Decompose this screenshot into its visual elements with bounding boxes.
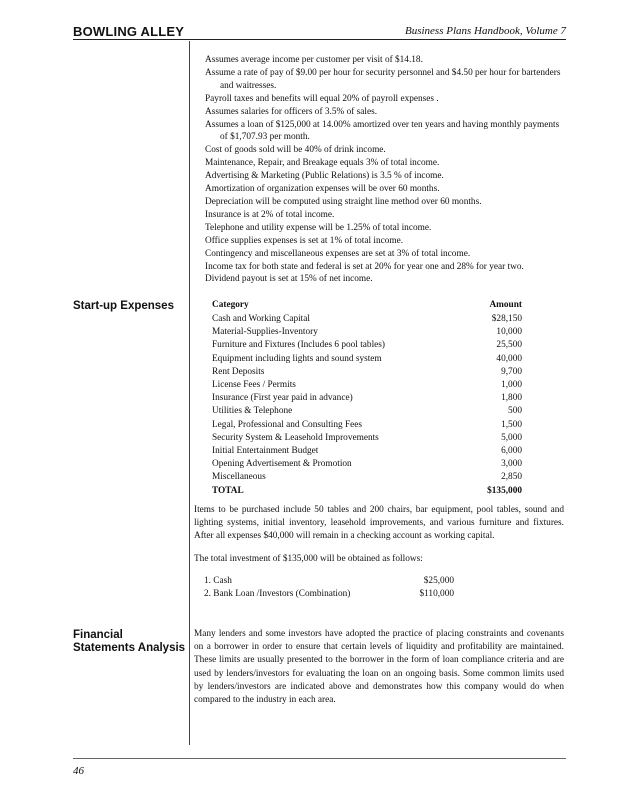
category-cell: Material-Supplies-Inventory <box>212 327 318 338</box>
table-row <box>212 405 522 418</box>
assumption-item: Assume a rate of pay of $9.00 per hour for security personnel and $4.50 per hour for bartenders and waitresses. <box>205 67 561 91</box>
table-row <box>212 471 522 484</box>
page-number: 46 <box>73 765 84 777</box>
startup-expenses-heading: Start-up Expenses <box>73 300 174 312</box>
table-row <box>212 353 522 366</box>
category-cell: Utilities & Telephone <box>212 406 293 417</box>
startup-expenses-table <box>212 298 522 498</box>
assumption-item: Assumes average income per customer per visit of $14.18. <box>205 55 423 65</box>
amount-cell: 6,000 <box>501 446 522 457</box>
amount-cell: 9,700 <box>501 366 522 377</box>
category-cell: Equipment including lights and sound system <box>212 353 382 364</box>
amount-cell: $28,150 <box>491 314 522 324</box>
category-cell: Opening Advertisement & Promotion <box>212 459 352 470</box>
financial-heading-line2: Statements Analysis <box>73 642 186 654</box>
amount-cell: 1,500 <box>501 419 522 430</box>
funding-label: 1. Cash <box>204 576 232 586</box>
table-row <box>212 366 522 379</box>
footer-rule <box>73 758 566 759</box>
amount-cell: 500 <box>508 406 522 417</box>
table-row <box>212 445 522 458</box>
assumption-item: Depreciation will be computed using straight line method over 60 months. <box>205 196 482 207</box>
table-row <box>212 326 522 339</box>
table-row <box>212 339 522 352</box>
category-cell: Miscellaneous <box>212 472 266 483</box>
financial-statements-heading <box>73 629 185 655</box>
amount-cell: 2,850 <box>501 472 522 483</box>
category-cell: Rent Deposits <box>212 366 265 377</box>
table-row <box>212 419 522 432</box>
assumption-item: Income tax for both state and federal is set at 20% for year one and 28% for year two. <box>205 261 524 272</box>
publication-title: Business Plans Handbook, Volume 7 <box>404 25 566 37</box>
table-row <box>212 392 522 405</box>
amount-cell: 1,000 <box>501 380 522 391</box>
assumption-item: Payroll taxes and benefits will equal 20% of payroll expenses . <box>205 93 439 104</box>
table-row <box>212 458 522 471</box>
items-paragraph: Items to be purchased include 50 tables and 200 chairs, bar equipment, pool tables, sound and lighting systems, initial inventory, leasehold improvements, and various furniture and fixtures. After all expenses $40,000 will remain in a checking account as working capital. <box>194 505 564 542</box>
financial-heading-line1: Financial <box>73 629 123 641</box>
assumption-item: Dividend payout is set at 15% of net income. <box>205 274 373 285</box>
assumption-item: Assumes salaries for officers of 3.5% of sales. <box>205 106 378 117</box>
section-title: BOWLING ALLEY <box>73 24 185 39</box>
total-amount: $135,000 <box>487 485 522 496</box>
assumption-item: Contingency and miscellaneous expenses are set at 3% of total income. <box>205 248 471 259</box>
amount-cell: 25,500 <box>496 340 522 351</box>
assumption-item: Cost of goods sold will be 40% of drink income. <box>205 145 386 156</box>
assumption-item: Telephone and utility expense will be 1.25% of total income. <box>205 222 432 233</box>
financial-paragraph: Many lenders and some investors have adopted the practice of placing constraints and covenants on a borrower in order to ensure that certain levels of liquidity and profitability are maintained. These limits are usually presented to the borrower in the form of loan compliance criteria and are used by lenders/investors for evaluating the loan on an ongoing basis. Some common limits used by lenders/investors are indicated above and demonstrates how this company would do when compared to the industry in each area. <box>194 629 564 706</box>
table-row <box>212 379 522 392</box>
amount-cell: 40,000 <box>496 353 522 364</box>
funding-table <box>204 575 454 601</box>
category-cell: Insurance (First year paid in advance) <box>212 393 353 404</box>
category-cell: Initial Entertainment Budget <box>212 446 319 457</box>
assumption-item: Amortization of organization expenses will be over 60 months. <box>205 184 440 195</box>
category-column-header: Category <box>212 299 249 310</box>
funding-label: 2. Bank Loan /Investors (Combination) <box>204 589 351 600</box>
amount-column-header: Amount <box>489 299 522 310</box>
assumption-item: Insurance is at 2% of total income. <box>205 209 335 220</box>
assumption-item: Office supplies expenses is set at 1% of total income. <box>205 235 404 246</box>
total-row <box>212 485 522 498</box>
assumption-item: Maintenance, Repair, and Breakage equals 3% of total income. <box>205 158 440 169</box>
column-divider <box>189 41 190 745</box>
category-cell: Cash and Working Capital <box>212 314 310 324</box>
table-header-row <box>212 298 522 313</box>
funding-amount: $25,000 <box>423 576 454 586</box>
amount-cell: 5,000 <box>501 432 522 443</box>
amount-cell: 3,000 <box>501 459 522 470</box>
amount-cell: 10,000 <box>496 327 522 338</box>
category-cell: Legal, Professional and Consulting Fees <box>212 419 363 430</box>
category-cell: Security System & Leasehold Improvements <box>212 432 379 443</box>
investment-intro: The total investment of $135,000 will be obtained as follows: <box>194 554 423 564</box>
funding-row <box>204 588 454 601</box>
funding-amount: $110,000 <box>419 589 454 600</box>
table-row <box>212 432 522 445</box>
assumptions-list <box>205 54 565 286</box>
assumption-item: Advertising & Marketing (Public Relations) is 3.5 % of income. <box>205 171 444 182</box>
table-row <box>212 313 522 326</box>
funding-row <box>204 575 454 588</box>
amount-cell: 1,800 <box>501 393 522 404</box>
category-cell: License Fees / Permits <box>212 380 296 391</box>
header-rule <box>73 39 566 40</box>
category-cell: Furniture and Fixtures (Includes 6 pool tables) <box>212 340 385 351</box>
total-label: TOTAL <box>212 485 244 496</box>
assumption-item: Assumes a loan of $125,000 at 14.00% amortized over ten years and having monthly payments of $1,707.93 per month. <box>205 119 560 143</box>
